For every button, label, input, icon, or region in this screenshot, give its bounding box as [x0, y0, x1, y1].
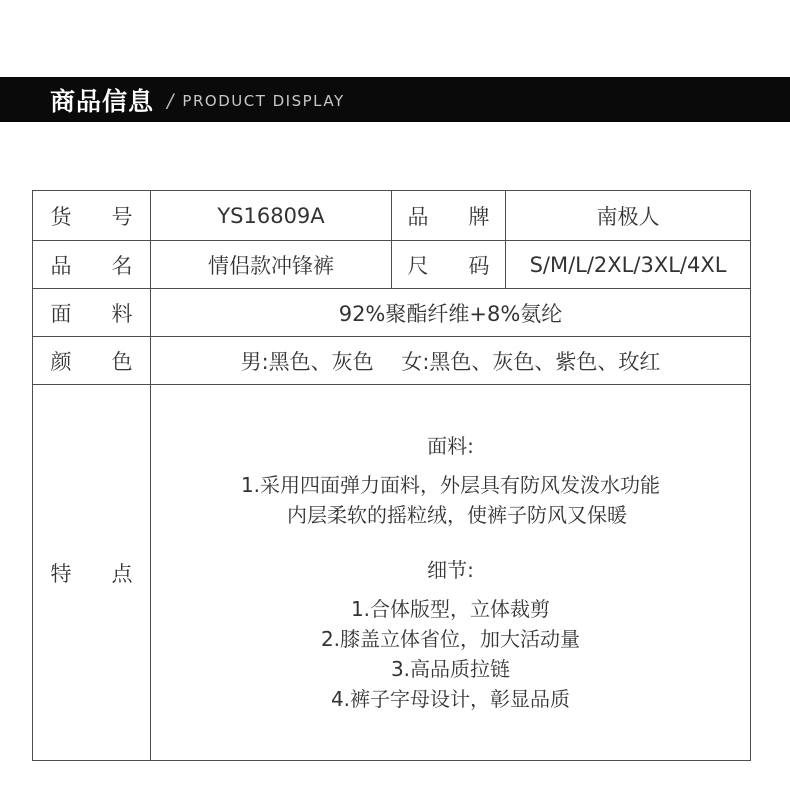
- table-row: [33, 337, 751, 385]
- table-row: [33, 191, 751, 241]
- label-size: [392, 241, 506, 289]
- label-brand-text: 品牌: [407, 204, 490, 229]
- label-item-no: [33, 191, 151, 241]
- feature-line: 内层柔软的摇粒绒，使裤子防风又保暖: [287, 503, 627, 527]
- label-fabric-text: 面料: [50, 301, 133, 326]
- table-row: [33, 289, 751, 337]
- label-size-text: 尺码: [407, 253, 490, 278]
- table-row: [33, 241, 751, 289]
- feature-line: 4.裤子字母设计，彰显品质: [330, 687, 571, 711]
- feature-line: 1.合体版型，立体裁剪: [350, 597, 551, 621]
- feature-line-fabric-heading: 面料:: [427, 434, 474, 458]
- section-header-bar: [0, 77, 790, 122]
- feature-line: 3.高品质拉链: [390, 657, 511, 681]
- value-product-name: 情侣款冲锋裤: [151, 241, 392, 289]
- section-subtitle: PRODUCT DISPLAY: [182, 92, 345, 110]
- label-features-text: 特点: [50, 561, 133, 586]
- label-color: [33, 337, 151, 385]
- feature-line: 1.采用四面弹力面料，外层具有防风发泼水功能: [240, 473, 661, 497]
- feature-line-detail-heading: 细节:: [427, 558, 474, 582]
- label-color-text: 颜色: [50, 349, 133, 374]
- label-product-name-text: 品名: [50, 253, 133, 278]
- value-features: [151, 385, 751, 761]
- section-title: 商品信息: [50, 86, 155, 116]
- value-brand: 南极人: [506, 191, 751, 241]
- value-size: S/M/L/2XL/3XL/4XL: [506, 241, 751, 289]
- value-color: 男:黑色、灰色 女:黑色、灰色、紫色、玫红: [151, 337, 751, 385]
- product-info-table: [32, 190, 751, 761]
- table-row: [33, 385, 751, 761]
- label-brand: [392, 191, 506, 241]
- feature-line: 2.膝盖立体省位，加大活动量: [320, 627, 581, 651]
- label-product-name: [33, 241, 151, 289]
- title-divider-slash: /: [167, 90, 174, 112]
- value-item-no: YS16809A: [151, 191, 392, 241]
- label-item-no-text: 货号: [50, 204, 133, 229]
- label-fabric: [33, 289, 151, 337]
- label-features: [33, 385, 151, 761]
- value-fabric: 92%聚酯纤维+8%氨纶: [151, 289, 751, 337]
